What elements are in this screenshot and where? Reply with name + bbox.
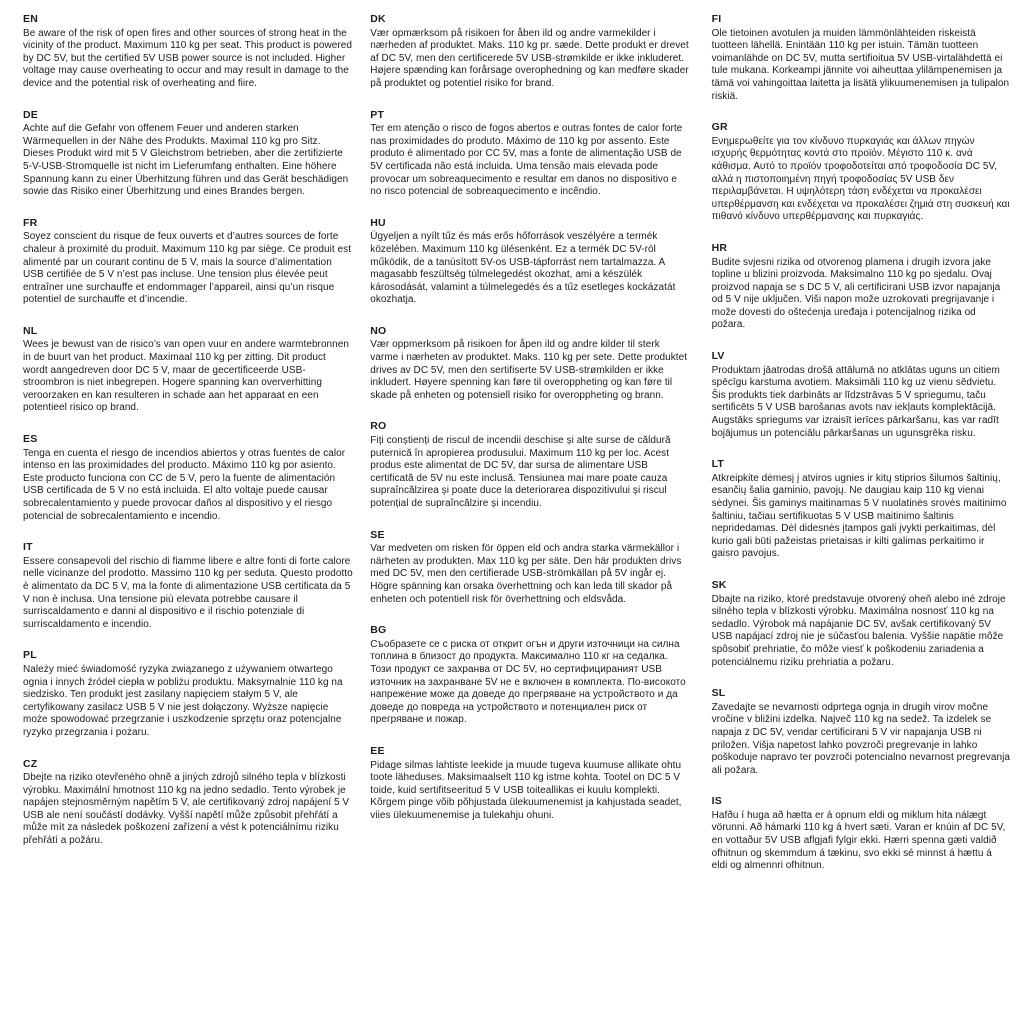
lang-text-sl: Zavedajte se nevarnosti odprtega ognja in drugih virov močne vročine v bližini izdelka. Največ 110 kg na sedež. Ta izdelek se napaja z DC 5V, vendar certificirani 5 V vir napajanja USB ni priložen. Višja napetost lahko povzroči pregrevanje in lahko poškoduje napravo ter povzroči potencialno nevarnost pregrevanja ali požara. bbox=[711, 701, 1010, 776]
lang-text-lt: Atkreipkite dėmesį į atviros ugnies ir kitų stiprios šilumos šaltinių, esančių šalia gaminio, pavojų. Ne daugiau kaip 110 kg vienai sėdynei. Šis gaminys maitinamas 5 V nuolatinės srovės maitinimo šaltiniu, tačiau sertifikuotas 5 V USB maitinimo šaltinis nepridedamas. Dėl didesnės įtampos gali įvykti perkaitimas, dėl kurio gali būti pažeistas prietaisas ir kilti galimas perkaitimo ir gaisro pavojus. bbox=[711, 472, 1007, 560]
lang-code-en: EN bbox=[23, 13, 38, 25]
column-1 bbox=[23, 13, 353, 1024]
lang-section-sk bbox=[712, 579, 1010, 669]
lang-text-es: Tenga en cuenta el riesgo de incendios abiertos y otras fuentes de calor intenso en las proximidades del producto. Máximo 110 kg por asiento. Este producto funciona con CC de 5 V, pero la fuente de alimentación USB certificada de 5 V no está incluida. El alto voltaje puede causar sobrecalentamiento y puede provocar daños al dispositivo y el riesgo potencial de sobrecalentamiento e incendio. bbox=[23, 447, 346, 522]
lang-section-hu bbox=[370, 217, 689, 307]
lang-text-gr: Ενημερωθείτε για τον κίνδυνο πυρκαγιάς και άλλων πηγών ισχυρής θερμότητας κοντά στο προϊόν. Μέγιστο 110 κ. ανά κάθισμα. Αυτό το προϊόν τροφοδοτείται από τροφοδοσία DC 5V, αλλά η πιστοποιημένη πηγή τροφοδοσίας 5V USB δεν περιλαμβάνεται. Η υψηλότερη τάση ενδέχεται να προκαλέσει υπερθέρμανση και ενδέχεται να προκαλέσει ζημιά στη συσκευή και πιθανό κίνδυνο υπερθέρμανσης και πυρκαγιάς. bbox=[711, 135, 1010, 223]
lang-section-is bbox=[712, 795, 1010, 873]
lang-text-hr: Budite svjesni rizika od otvorenog plamena i drugih izvora jake topline u blizini proizvoda. Maksimalno 110 kg po sjedalu. Ovaj proizvod napaja se s DC 5 V, ali certificirani USB izvor napajanja od 5 V nije uključen. Viši napon može uzrokovati pregrijavanje i može dovesti do oštećenja uređaja i potencijalnog rizika od požara. bbox=[711, 256, 1001, 331]
lang-section-ro bbox=[370, 420, 689, 510]
lang-section-no bbox=[370, 325, 689, 403]
lang-code-pt: PT bbox=[370, 108, 385, 121]
lang-code-ee: EE bbox=[370, 744, 385, 757]
lang-section-en bbox=[23, 13, 353, 91]
lang-section-fi bbox=[712, 13, 1010, 103]
lang-code-ro: RO bbox=[370, 420, 387, 433]
lang-text-fi: Ole tietoinen avotulen ja muiden lämmönlähteiden riskeistä tuotteen lähellä. Enintään 110 kg per istuin. Tämän tuotteen voimanlähde on DC 5V, mutta sertifioitua 5V USB-virtalähdettä ei tule mukana. Korkeampi jännite voi aiheuttaa ylilämpenemisen ja tämä voi vahingoittaa laitetta ja lisätä ylikuumenemisen ja tulipalon riskiä. bbox=[711, 27, 1010, 102]
lang-code-sk: SK bbox=[711, 578, 727, 591]
lang-text-lv: Produktam jāatrodas drošā attālumā no atklātas uguns un citiem spēcīgu karstuma avotiem. Maksimāli 110 kg uz vienu sēdvietu. Šis produkts tiek darbināts ar līdzstrāvas 5 V spriegumu, taču sertificēts 5 V USB barošanas avots nav iekļauts komplektācijā. Augstāks spriegums var izraisīt ierīces pārkaršanu, kas var radīt bojājumus un potenciālu pārkaršanas un ugunsgrēka risku. bbox=[711, 364, 1000, 439]
lang-code-pl: PL bbox=[23, 649, 37, 662]
lang-section-sl bbox=[712, 687, 1010, 777]
lang-text-is: Hafðu í huga að hætta er á opnum eldi og miklum hita nálægt vörunni. Að hámarki 110 kg á hvert sæti. Varan er knúin af DC 5V, en vottaður 5V USB aflgjafi fylgir ekki. Hærri spenna gæti valdið ofhitnun og skemmdum á tækinu, svo ekki sé minnst á hættu á eldi og almennri ofhitnun. bbox=[711, 809, 1006, 872]
lang-section-gr bbox=[712, 121, 1010, 224]
lang-section-lt bbox=[712, 458, 1010, 561]
lang-text-ee: Pidage silmas lahtiste leekide ja muude tugeva kuumuse allikate ohtu toote läheduses. Maksimaalselt 110 kg istme kohta. Tootel on DC 5 V toide, kuid sertifitseeritud 5 V USB toiteallikas ei kuulu komplekti. Kõrgem pinge võib põhjustada ülekuumenemist ja kahjustada seadet, viies ülekuumenemise ja tulekahju ohuni. bbox=[370, 759, 682, 821]
lang-text-pl: Należy mieć świadomość ryzyka związanego z używaniem otwartego ognia i innych źródeł ciepła w pobliżu produktu. Maksymalnie 110 kg na siedzisko. Ten produkt jest zasilany napięciem stałym 5 V, ale certyfikowany zasilacz USB 5 V nie jest dołączony. Wyższe napięcie może spowodować przegrzanie i uszkodzenie sprzętu oraz potencjalne ryzyko przegrzania i pożaru. bbox=[23, 663, 343, 738]
lang-section-lv bbox=[712, 350, 1010, 440]
lang-text-se: Var medveten om risken för öppen eld och andra starka värmekällor i närheten av produkten. Max 110 kg per säte. Den här produkten drivs med DC 5V, men den certifierade USB-strömkällan på 5V ingår ej. Högre spänning kan orsaka överhettning och kan leda till skador på enheten och potentiell risk för överhettning och eldsvåda. bbox=[370, 543, 682, 605]
lang-section-ee bbox=[370, 745, 689, 823]
lang-section-es bbox=[23, 433, 353, 523]
lang-code-nl: NL bbox=[23, 324, 38, 337]
lang-code-fr: FR bbox=[23, 216, 38, 229]
lang-text-it: Essere consapevoli del rischio di fiamme libere e altre fonti di forte calore nelle vicinanze del prodotto. Massimo 110 kg per seduta. Questo prodotto è alimentato da DC 5 V, ma la fonte di alimentazione USB certificata da 5 V non è inclusa. Una tensione più elevata potrebbe causare il surriscaldamento e danni al dispositivo e il rischio potenziale di surriscaldamento e incendio. bbox=[23, 555, 353, 630]
lang-code-lt: LT bbox=[711, 458, 725, 471]
lang-section-hr bbox=[712, 242, 1010, 332]
lang-section-nl bbox=[23, 325, 353, 415]
lang-code-cz: CZ bbox=[23, 757, 38, 770]
lang-text-hu: Ügyeljen a nyílt tűz és más erős hőforrások veszélyére a termék közelében. Maximum 110 kg ülésenként. Ez a termék DC 5V-ról működik, de a tanúsított 5V-os USB-tápforrást nem tartalmazza. A magasabb feszültség túlmelegedést okozhat, ami a készülék károsodását, valamint a túlmelegedés és a tűz esetleges kockázatát okozhatja. bbox=[370, 231, 676, 306]
lang-code-hr: HR bbox=[711, 241, 728, 254]
lang-text-sk: Dbajte na riziko, ktoré predstavuje otvorený oheň alebo iné zdroje silného tepla v blízkosti výrobku. Maximálna nosnosť 110 kg na sedadlo. Výrobok má napájanie DC 5V, avšak certifikovaný 5V USB napájací zdroj nie je súčasťou balenia. Vyššie napätie môže spôsobiť prehriatie, čo môže viesť k poškodeniu zariadenia a potenciálnemu riziku prehriatia a požaru. bbox=[711, 593, 1006, 668]
lang-section-pl bbox=[23, 649, 353, 739]
lang-code-lv: LV bbox=[711, 350, 725, 363]
lang-code-is: IS bbox=[711, 795, 722, 808]
column-3 bbox=[712, 13, 1010, 1024]
lang-code-se: SE bbox=[370, 528, 385, 541]
lang-code-sl: SL bbox=[711, 687, 726, 700]
lang-code-dk: DK bbox=[370, 13, 386, 25]
lang-section-cz bbox=[23, 758, 353, 848]
lang-code-gr: GR bbox=[711, 121, 728, 134]
lang-code-fi: FI bbox=[711, 13, 722, 25]
lang-text-de: Achte auf die Gefahr von offenem Feuer und anderen starken Wärmequellen in der Nähe des Produkts. Maximal 110 kg pro Sitz. Dieses Produkt wird mit 5 V Gleichstrom betrieben, aber die zertifizierte 5-V-USB-Stromquelle ist nicht im Lieferumfang enthalten. Eine höhere Spannung kann zu einer Überhitzung führen und das Gerät beschädigen sowie das Risiko einer Überhitzung und eines Brandes bergen. bbox=[23, 123, 349, 198]
lang-section-bg bbox=[370, 624, 689, 727]
lang-code-de: DE bbox=[23, 108, 38, 121]
lang-code-it: IT bbox=[23, 541, 33, 554]
lang-text-fr: Soyez conscient du risque de feux ouverts et d’autres sources de forte chaleur à proximité du produit. Maximum 110 kg par siège. Ce produit est alimenté par un courant continu de 5 V, mais la source d’alimentation USB certifiée de 5 V n’est pas incluse. Une tension plus élevée peut entraîner une surchauffe et endommager l’appareil, ainsi qu’un risque potentiel de surchauffe et d’incendie. bbox=[23, 231, 352, 306]
lang-text-pt: Ter em atenção o risco de fogos abertos e outras fontes de calor forte nas proximidades do produto. Máximo de 110 kg por assento. Este produto é alimentado por CC 5V, mas a fonte de alimentação USB de 5V certificada não está incluida. Uma tensão mais elevada pode provocar um sobreaquecimento e resultar em danos no dispositivo e no risco potencial de sobreaquecimento e incêndio. bbox=[370, 123, 683, 198]
lang-text-cz: Dbejte na riziko otevřeného ohně a jiných zdrojů silného tepla v blízkosti výrobku. Maximální hmotnost 110 kg na jedno sedadlo. Tento výrobek je napájen stejnosměrným napětím 5 V, ale certifikovaný zdroj napájení 5 V USB ale není součástí dodávky. Vyšší napětí může způsobit přehřátí a může mít za následek poškození zařízení a vést k potenciálnímu riziku přehřátí a požáru. bbox=[23, 772, 350, 847]
lang-text-bg: Съобразете се с риска от открит огън и други източници на силна топлина в близост до продукта. Максимално 110 кг на седалка. Този продукт се захранва от DC 5V, но сертифицираният USB източник на захранване 5V не е включен в комплекта. По-високото напрежение може да доведе до прегряване на устройството и да доведе до повреда на устройството и потенциален риск от прегряване и пожар. bbox=[370, 638, 686, 726]
lang-section-dk bbox=[370, 13, 689, 91]
lang-text-dk: Vær opmærksom på risikoen for åben ild og andre varmekilder i nærheden af produktet. Maks. 110 kg pr. sæde. Dette produkt er drevet af DC 5V, men den certificerede 5V USB-strømkilde er ikke inkluderet. Højere spænding kan forårsage overophedning og kan medføre skader på produktet og potentiel risiko for brand. bbox=[370, 27, 689, 89]
lang-text-ro: Fiți conștienți de riscul de incendii deschise și alte surse de căldură puternică în apropierea produsului. Maximum 110 kg per loc. Acest produs este alimentat de DC 5V, dar sursa de alimentare USB certificată de 5V nu este inclusă. Tensiunea mai mare poate cauza supraîncălzirea și poate duce la deteriorarea dispozitivului și riscul potențial de supraîncălzire și incendiu. bbox=[370, 435, 671, 509]
lang-code-no: NO bbox=[370, 324, 387, 337]
lang-section-pt bbox=[370, 109, 689, 199]
lang-code-hu: HU bbox=[370, 216, 386, 229]
lang-code-bg: BG bbox=[370, 624, 387, 637]
lang-section-it bbox=[23, 541, 353, 631]
lang-section-se bbox=[370, 529, 689, 607]
lang-text-en: Be aware of the risk of open fires and other sources of strong heat in the vicinity of the product. Maximum 110 kg per seat. This product is powered by DC 5V, but the certified 5V USB power source is not included. Higher voltage may cause overheating to occur and may result in damage to the device and the potential risk of overheating and fiire. bbox=[23, 27, 352, 89]
lang-section-fr bbox=[23, 217, 353, 307]
lang-text-nl: Wees je bewust van de risico’s van open vuur en andere warmtebronnen in de buurt van het product. Maximaal 110 kg per zitting. Dit product wordt aangedreven door DC 5 V, maar de gecertificeerde USB-stroombron is niet inbegrepen. Hogere spanning kan oververhitting veroorzaken en kan resulteren in schade aan het apparaat en een potentieel risico op brand. bbox=[23, 339, 349, 414]
column-2 bbox=[370, 13, 689, 1024]
lang-text-no: Vær oppmerksom på risikoen for åpen ild og andre kilder til sterk varme i nærheten av produktet. Maks. 110 kg per sete. Dette produktet drives av DC 5V, men den sertifiserte 5V USB-strømkilden er ikke inkludert. Høyere spenning kan føre til overoppheting og kan føre til skade på enheten og potensiell risiko for overoppheting og brann. bbox=[370, 339, 688, 401]
lang-section-de bbox=[23, 109, 353, 199]
lang-code-es: ES bbox=[23, 433, 38, 446]
